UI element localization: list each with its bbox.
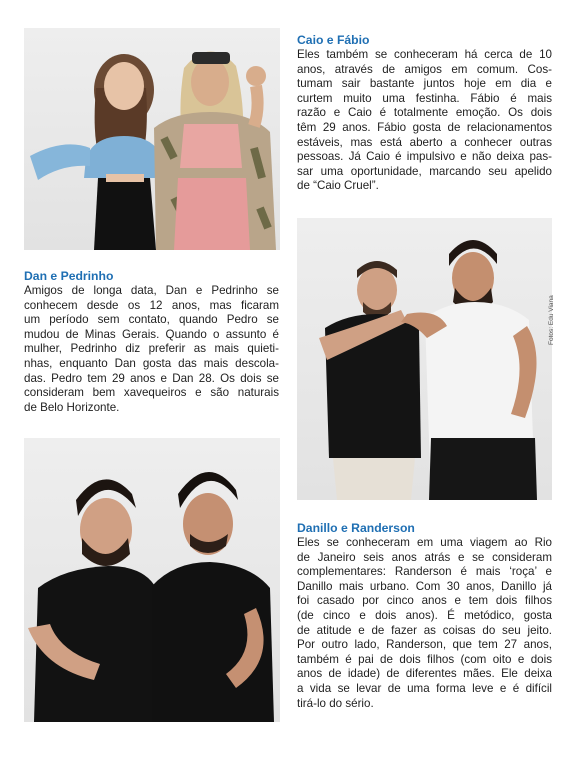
- text-line: das. Pedro tem 29 anos e Dan 28. Os dois se: [24, 371, 279, 385]
- text-line: Amigos de longa data, Dan e Pedrinho se: [24, 284, 279, 297]
- text-line: Eles também se conheceram há cerca de 10: [297, 48, 552, 61]
- text-line: sar uma oportunidade, marcando seu apelido: [297, 164, 552, 178]
- text-line: anos, através de amigos em comum. Cos-: [297, 62, 552, 76]
- text-line: anos de idade) de diferentes mães. Ele deixa: [297, 667, 552, 681]
- text-line: tumam sair bastante juntos hoje em dia e: [297, 77, 552, 91]
- body-dan-pedrinho: [24, 284, 279, 415]
- text-line: a vida se levar de uma forma leve e é difícil: [297, 681, 552, 695]
- text-line: tirá-lo do sério.: [297, 696, 374, 710]
- text-line: foi casado por cinco anos e tem dois filhos: [297, 594, 552, 608]
- text-line: complementares: Randerson é mais ‘roça’ e: [297, 565, 552, 579]
- heading-caio-fabio: Caio e Fábio: [297, 33, 370, 47]
- text-line: de “Caio Cruel”.: [297, 179, 379, 193]
- text-line: também é pai de dois filhos (com oito e dois: [297, 652, 552, 666]
- text-line: Por outro lado, Randerson, que tem 27 anos,: [297, 638, 552, 652]
- text-line: estáveis, mas está aberto a conhecer outras: [297, 135, 552, 149]
- text-line: nhas, enquanto Dan gosta das mais descola-: [24, 356, 279, 370]
- text-line: de Janeiro seis anos atrás e se consideram: [297, 550, 552, 564]
- photo-credit: Fotos: Edu Viana: [548, 295, 555, 345]
- photo-danillo-randerson: [24, 438, 280, 722]
- photo-caio-fabio: [24, 28, 280, 250]
- text-line: Danillo mais urbano. Com 30 anos, Danillo já: [297, 579, 552, 593]
- heading-danillo-randerson: Danillo e Randerson: [297, 521, 415, 535]
- photo-dan-pedrinho: [297, 218, 552, 500]
- text-line: mulher, Pedrinho diz preferir as mais quieti-: [24, 342, 279, 356]
- heading-dan-pedrinho: Dan e Pedrinho: [24, 269, 114, 283]
- text-line: mudou de Minas Gerais. Quando o assunto é: [24, 327, 279, 341]
- text-line: de atitude e de fazer as coisas do seu jeito.: [297, 623, 552, 637]
- text-line: um período sem contato, quando Pedro se: [24, 313, 279, 327]
- text-line: de Belo Horizonte.: [24, 400, 120, 414]
- text-line: Eles se conheceram em uma viagem ao Rio: [297, 536, 552, 549]
- text-line: (de cinco e dois anos). É metódico, gosta: [297, 608, 552, 622]
- text-line: curtem muito uma festinha. Fábio é mais: [297, 91, 552, 105]
- text-line: têm 29 anos. Fábio gosta de relacionamentos: [297, 120, 552, 134]
- text-line: razão e Caio é totalmente emoção. Os dois: [297, 106, 552, 120]
- body-danillo-randerson: [297, 536, 552, 711]
- body-caio-fabio: [297, 48, 552, 194]
- text-line: pessoas. Já Caio é impulsivo e não deixa pas-: [297, 150, 552, 164]
- text-line: conhecem desde os 12 anos, mas ficaram: [24, 298, 279, 312]
- text-line: consideram bem xavequeiros e são naturais: [24, 386, 279, 400]
